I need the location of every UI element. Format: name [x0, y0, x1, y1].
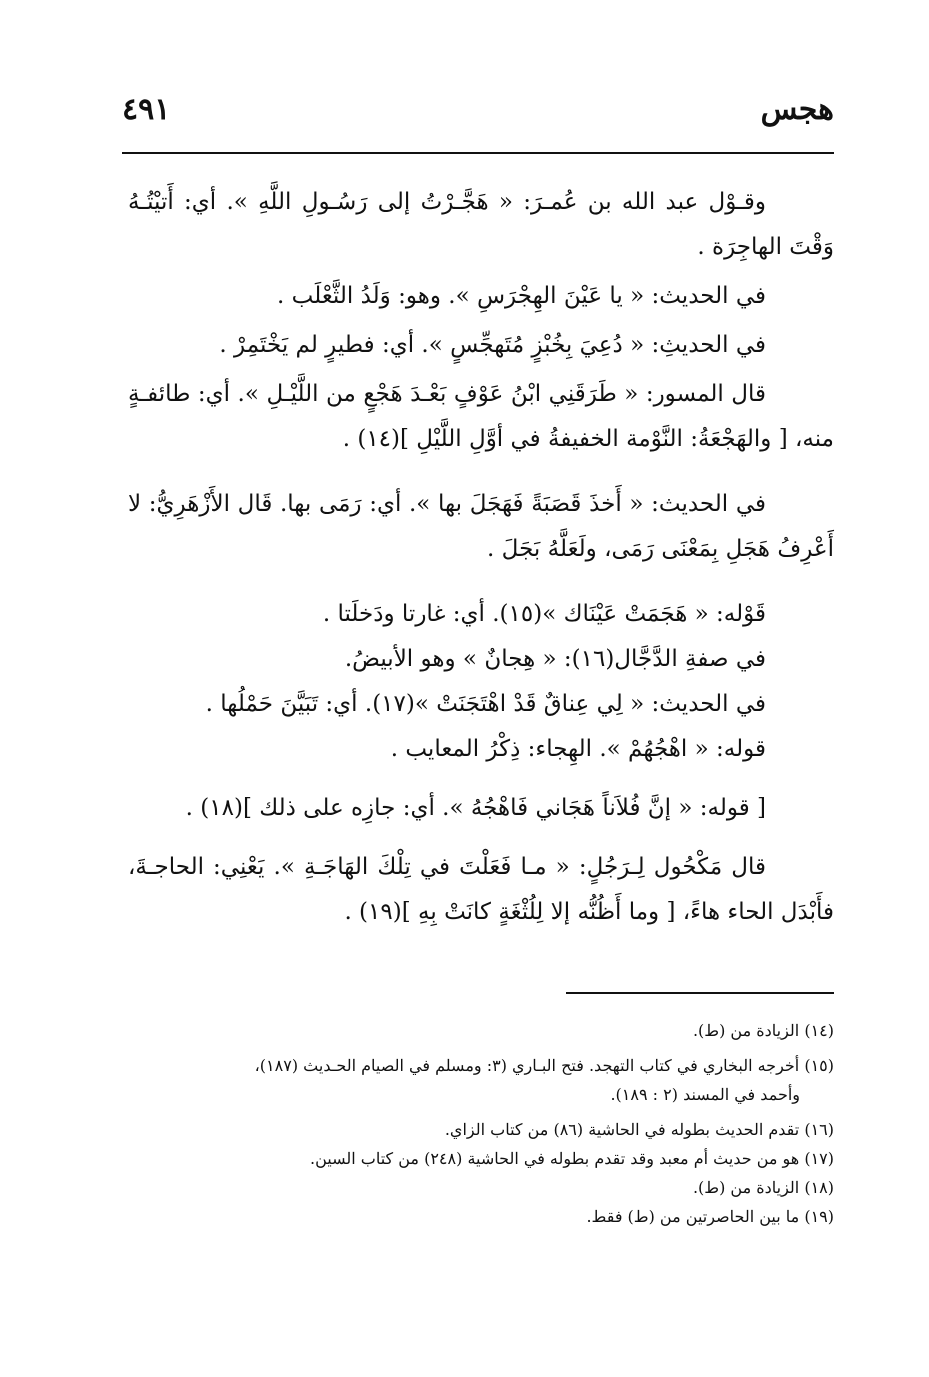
paragraph-mutahajjis: في الحديثِ: « دُعِيَ بِخُبْزٍ مُتَهجِّسٍ ». أي: فطيرٍ لم يَخْتَمِرْ . [219, 332, 766, 358]
footnote-divider [566, 992, 834, 994]
paragraph-hajamat: قَوْله: « هَجَمَتْ عَيْنَاك »(١٥). أي: غارتا ودَخلَتا . [322, 601, 766, 627]
paragraph-hajʿ: قال المسور: « طَرَقَنِي ابْنُ عَوْفٍ بَعْـدَ هَجْعٍ من اللَّيْـلِ ». أي: طائفـةٍ منه، [ والهَجْعَةُ: النَّوْمة الخفيفةُ في أوَّلِ اللَّيْلِ ](١٤) . [128, 381, 834, 452]
paragraph-ihtajanat: في الحديث: « لِي عِناقٌ قَدْ اهْتَجَنَتْ »(١٧). أي: تَبَيَّنَ حَمْلُها . [205, 691, 766, 717]
page-header [122, 92, 834, 138]
page-number: ٤٩١ [122, 92, 171, 127]
paragraph-uhjuhum: قوله: « اهْجُهُمْ ». الهِجاء: ذِكْرُ المعايب . [390, 736, 766, 762]
footnote-18: (١٨) الزيادة من (ط). [692, 1178, 834, 1197]
footnote-17: (١٧) هو من حديث أم معبد وقد تقدم بطوله في الحاشية (٢٤٨) من كتاب السين. [310, 1149, 834, 1168]
paragraph-hijan: في صفةِ الدَّجَّال(١٦): « هِجانٌ » وهو الأبيضُ. [344, 646, 766, 672]
main-text [128, 180, 834, 935]
footnote-19: (١٩) ما بين الحاصرتين من (ط) فقط. [586, 1207, 834, 1226]
footnote-14: (١٤) الزيادة من (ط). [692, 1021, 834, 1040]
footnote-16: (١٦) تقدم الحديث بطوله في الحاشية (٨٦) من كتاب الزاي. [444, 1120, 834, 1139]
paragraph-hajjartu: وقـوْل عبد الله بن عُمـرَ: « هَجَّـرْتُ إلى رَسُـولِ اللَّهِ ». أي: أَتيْتُـهُ وَقْتَ الهاجِرَة . [128, 189, 834, 260]
running-title: هجس [760, 92, 834, 127]
footnotes [128, 1016, 834, 1231]
paragraph-hijris: في الحديث: « يا عَيْنَ الهِجْرَسِ ». وهو: وَلَدُ الثَّعْلَب . [277, 283, 766, 309]
paragraph-hajah: قال مَكْحُول لِـرَجُلٍ: « مـا فَعَلْتَ في تِلْكَ الهَاجَـةِ ». يَعْنِي: الحاجـةَ، فأَبْدَل الحاء هاءً، [ وما أَظُنُّه إلا لِلُثْغَةٍ كانَتْ بِهِ ](١٩) . [128, 854, 834, 925]
header-divider [122, 152, 834, 154]
paragraph-hajal: في الحديث: « أَخذَ قَصَبَةً فَهَجَلَ بها ». أي: رَمَى بها. قَال الأَزْهَرِيُّ: لا أَعْرِفُ هَجَلِ بِمَعْنَى رَمَى، ولَعَلَّهُ بَجَلَ . [128, 491, 834, 562]
footnote-15-continuation: وأحمد في المسند (٢ : ١٨٩). [610, 1085, 800, 1104]
footnote-15: (١٥) أخرجه البخاري في كتاب التهجد. فتح البـاري (٣: ومسلم في الصيام الحـديث (١٨٧)، [254, 1056, 834, 1075]
paragraph-fahjuhu: [ قوله: « إنَّ فُلاَناً هَجَاني فَاهْجُهُ ». أي: جازِه على ذلك ](١٨) . [185, 795, 766, 821]
